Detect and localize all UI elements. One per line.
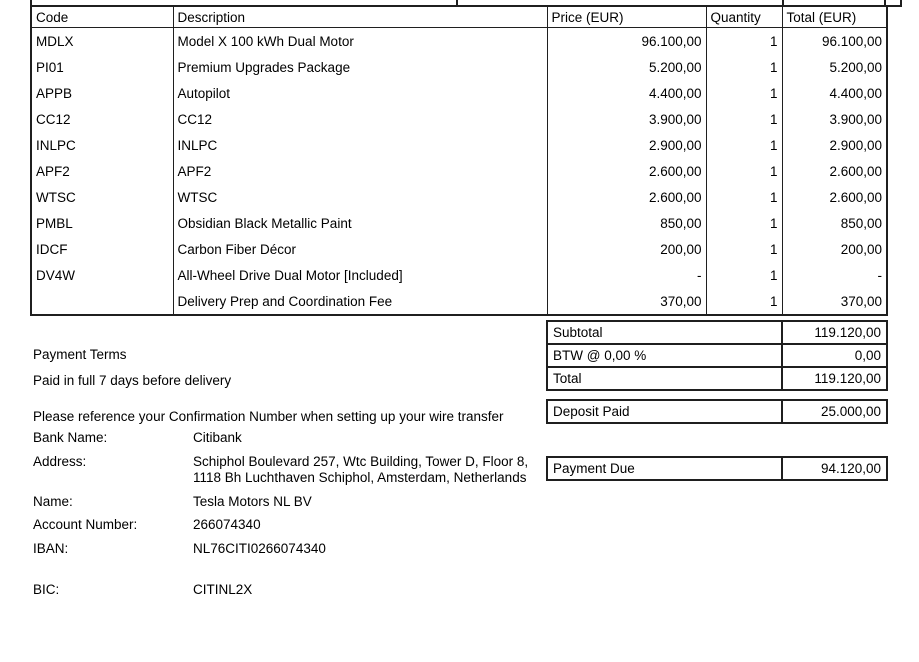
item-code	[31, 288, 173, 315]
item-quantity: 1	[706, 236, 782, 262]
item-description: CC12	[173, 106, 547, 132]
deposit-row	[547, 400, 887, 423]
item-price: 2.600,00	[547, 158, 706, 184]
table-row	[31, 262, 887, 288]
item-quantity: 1	[706, 28, 782, 55]
bank-address-value: Schiphol Boulevard 257, Wtc Building, Tower D, Floor 8, 1118 Bh Luchthaven Schiphol, Amsterdam, Netherlands	[193, 453, 529, 485]
subtotal-row	[547, 321, 887, 344]
account-number-row	[33, 517, 543, 534]
item-quantity: 1	[706, 158, 782, 184]
item-quantity: 1	[706, 132, 782, 158]
col-header-description: Description	[173, 6, 547, 28]
table-row	[31, 184, 887, 210]
item-code: APPB	[31, 80, 173, 106]
payment-terms-heading: Payment Terms	[33, 347, 127, 362]
subtotal-label: Subtotal	[547, 321, 782, 344]
col-header-total: Total (EUR)	[782, 6, 887, 28]
item-total: 2.900,00	[782, 132, 887, 158]
item-quantity: 1	[706, 210, 782, 236]
item-code: INLPC	[31, 132, 173, 158]
total-value: 119.120,00	[782, 367, 887, 390]
item-quantity: 1	[706, 54, 782, 80]
item-quantity: 1	[706, 288, 782, 315]
item-code: MDLX	[31, 28, 173, 55]
table-row	[31, 158, 887, 184]
bank-name-label: Bank Name:	[33, 430, 108, 445]
bank-address-row	[33, 454, 543, 487]
item-description: APF2	[173, 158, 547, 184]
table-row	[31, 106, 887, 132]
payment-info-section	[33, 340, 543, 606]
item-total: 370,00	[782, 288, 887, 315]
item-price: 2.900,00	[547, 132, 706, 158]
item-description: Premium Upgrades Package	[173, 54, 547, 80]
col-header-quantity: Quantity	[706, 6, 782, 28]
bank-name-value: Citibank	[193, 430, 242, 445]
bank-details	[33, 430, 543, 599]
item-price: 3.900,00	[547, 106, 706, 132]
bic-row	[33, 582, 543, 599]
iban-value: NL76CITI0266074340	[193, 540, 326, 556]
line-items-table	[30, 5, 888, 316]
item-code: CC12	[31, 106, 173, 132]
tax-label: BTW @ 0,00 %	[547, 344, 782, 367]
tax-row	[547, 344, 887, 367]
item-total: 2.600,00	[782, 158, 887, 184]
item-price: 96.100,00	[547, 28, 706, 55]
item-code: DV4W	[31, 262, 173, 288]
payment-due-row	[547, 457, 887, 480]
table-row	[31, 210, 887, 236]
item-code: WTSC	[31, 184, 173, 210]
table-row	[31, 80, 887, 106]
table-header-row	[31, 6, 887, 28]
item-quantity: 1	[706, 80, 782, 106]
item-price: 4.400,00	[547, 80, 706, 106]
payment-due-label: Payment Due	[547, 457, 782, 480]
iban-label: IBAN:	[33, 540, 69, 556]
item-description: Delivery Prep and Coordination Fee	[173, 288, 547, 315]
item-code: APF2	[31, 158, 173, 184]
table-row	[31, 28, 887, 55]
item-quantity: 1	[706, 262, 782, 288]
payment-terms-text: Paid in full 7 days before delivery	[33, 373, 232, 388]
account-name-value: Tesla Motors NL BV	[193, 493, 312, 509]
subtotal-value: 119.120,00	[782, 321, 887, 344]
item-price: -	[547, 262, 706, 288]
item-price: 850,00	[547, 210, 706, 236]
item-price: 370,00	[547, 288, 706, 315]
item-total: 96.100,00	[782, 28, 887, 55]
col-header-price: Price (EUR)	[547, 6, 706, 28]
table-row	[31, 132, 887, 158]
item-description: Obsidian Black Metallic Paint	[173, 210, 547, 236]
item-quantity: 1	[706, 184, 782, 210]
table-row	[31, 288, 887, 315]
item-total: 3.900,00	[782, 106, 887, 132]
total-row	[547, 367, 887, 390]
tax-value: 0,00	[782, 344, 887, 367]
item-price: 2.600,00	[547, 184, 706, 210]
col-header-code: Code	[31, 6, 173, 28]
iban-row	[33, 541, 543, 558]
item-total: 4.400,00	[782, 80, 887, 106]
item-description: INLPC	[173, 132, 547, 158]
item-total: 2.600,00	[782, 184, 887, 210]
item-code: PI01	[31, 54, 173, 80]
item-description: Carbon Fiber Décor	[173, 236, 547, 262]
item-total: 850,00	[782, 210, 887, 236]
total-label: Total	[547, 367, 782, 390]
bank-address-label: Address:	[33, 453, 87, 469]
item-total: -	[782, 262, 887, 288]
account-name-label: Name:	[33, 493, 73, 509]
payment-due-value: 94.120,00	[782, 457, 887, 480]
deposit-value: 25.000,00	[782, 400, 887, 423]
bank-name-row	[33, 430, 543, 447]
bic-value: CITINL2X	[193, 582, 253, 597]
item-description: All-Wheel Drive Dual Motor [Included]	[173, 262, 547, 288]
item-price: 5.200,00	[547, 54, 706, 80]
wire-transfer-note: Please reference your Confirmation Number when setting up your wire transfer	[33, 409, 504, 424]
bic-label: BIC:	[33, 582, 60, 597]
item-total: 200,00	[782, 236, 887, 262]
item-description: Model X 100 kWh Dual Motor	[173, 28, 547, 55]
deposit-label: Deposit Paid	[547, 400, 782, 423]
table-row	[31, 54, 887, 80]
item-code: PMBL	[31, 210, 173, 236]
account-number-value: 266074340	[193, 517, 261, 532]
deposit-paid-table	[546, 399, 888, 424]
payment-due-table	[546, 456, 888, 481]
item-code: IDCF	[31, 236, 173, 262]
item-price: 200,00	[547, 236, 706, 262]
totals-summary-table	[546, 320, 888, 391]
account-name-row	[33, 494, 543, 511]
item-description: WTSC	[173, 184, 547, 210]
table-row	[31, 236, 887, 262]
item-total: 5.200,00	[782, 54, 887, 80]
item-description: Autopilot	[173, 80, 547, 106]
item-quantity: 1	[706, 106, 782, 132]
account-number-label: Account Number:	[33, 517, 138, 532]
